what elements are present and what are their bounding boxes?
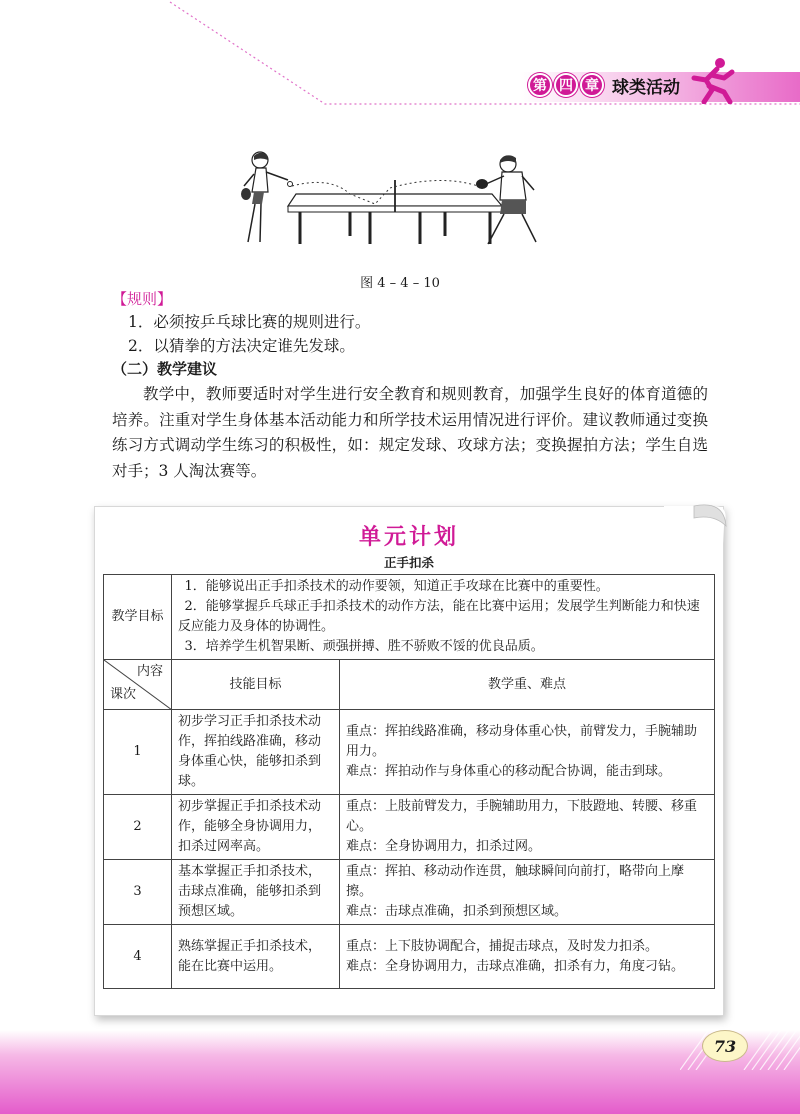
chapter-char: 第: [528, 73, 552, 97]
key-points-cell: [340, 860, 715, 925]
difficulty-point: 难点：挥拍动作与身体重心的移动配合协调，能击到球。: [346, 764, 672, 779]
key-column-header: 教学重、难点: [340, 660, 715, 710]
chapter-char: 四: [554, 73, 578, 97]
difficulty-point: 难点：击球点准确，扣杀到预想区域。: [346, 904, 568, 919]
objective-item: 3．培养学生机智果断、顽强拼搏、胜不骄败不馁的优良品质。: [184, 639, 544, 654]
lesson-number: 3: [104, 860, 172, 925]
section-heading: （二）教学建议: [112, 360, 218, 378]
key-point: 重点：上下肢协调配合，捕捉击球点，及时发力扣杀。: [346, 938, 659, 954]
table-row: [104, 795, 715, 860]
objectives-row: [104, 575, 715, 660]
table-row: [104, 710, 715, 795]
rules-heading: 【规则】: [112, 290, 173, 308]
objectives-label: 教学目标: [104, 575, 172, 660]
unit-plan-title: 单元计划: [358, 525, 459, 550]
chapter-title: 球类活动: [612, 77, 680, 98]
objective-item: 1．能够说出正手扣杀技术的动作要领，知道正手攻球在比赛中的重要性。: [184, 579, 609, 594]
lesson-number: 2: [104, 795, 172, 860]
page-number: 73: [702, 1030, 748, 1062]
objective-item: 2．能够掌握乒乓球正手扣杀技术的动作方法，能在比赛中运用；发展学生判断能力和快速反应能力及身体的协调性。: [178, 599, 700, 634]
key-points-cell: [340, 795, 715, 860]
key-point: 重点：挥拍、移动动作连贯，触球瞬间向前打，略带向上摩擦。: [346, 864, 685, 899]
figure-caption: 图 4 – 4 – 10: [360, 276, 440, 291]
difficulty-point: 难点：全身协调用力，扣杀过网。: [346, 839, 542, 854]
diagonal-header-cell: [104, 660, 172, 710]
header-content-label: 内容: [136, 664, 163, 679]
key-point: 重点：挥拍线路准确，移动身体重心快，前臂发力，手腕辅助用力。: [346, 724, 698, 759]
chapter-badge: [528, 72, 680, 98]
table-row: [104, 860, 715, 925]
header-lesson-label: 课次: [110, 687, 137, 702]
skill-goal: 初步掌握正手扣杀技术动作，能够全身协调用力，扣杀过网率高。: [172, 795, 340, 860]
table-row: [104, 925, 715, 989]
rule-item: 2．以猜拳的方法决定谁先发球。: [128, 337, 355, 355]
lesson-number: 1: [104, 710, 172, 795]
key-point: 重点：上肢前臂发力，手腕辅助用力，下肢蹬地、转腰、移重心。: [346, 799, 698, 834]
chapter-char: 章: [580, 73, 604, 97]
key-points-cell: [340, 925, 715, 989]
unit-plan-table: [103, 574, 715, 989]
unit-plan-subtitle: 正手扣杀: [383, 555, 434, 570]
table-tennis-illustration: [230, 146, 560, 264]
difficulty-point: 难点：全身协调用力，击球点准确，扣杀有力，角度刁钻。: [346, 958, 685, 974]
skill-goal: 初步学习正手扣杀技术动作，挥拍线路准确，移动身体重心快，能够扣杀到球。: [172, 710, 340, 795]
runner-icon: [684, 56, 738, 104]
skill-goal: 基本掌握正手扣杀技术，击球点准确，能够扣杀到预想区域。: [172, 860, 340, 925]
rule-item: 1．必须按乒乓球比赛的规则进行。: [128, 313, 371, 331]
header-row: [104, 660, 715, 710]
teaching-paragraph: 教学中，教师要适时对学生进行安全教育和规则教育，加强学生良好的体育道德的培养。注重对学生身体基本活动能力和所学技术运用情况进行评价。建议教师通过变换练习方式调动学生练习的积极性，如：规定发球、攻球方法；变换握拍方法；学生自选对手；3 人淘汰赛等。: [112, 385, 708, 480]
objectives-cell: [172, 575, 715, 660]
lesson-number: 4: [104, 925, 172, 989]
skill-column-header: 技能目标: [172, 660, 340, 710]
key-points-cell: [340, 710, 715, 795]
skill-goal: 熟练掌握正手扣杀技术，能在比赛中运用。: [172, 925, 340, 989]
